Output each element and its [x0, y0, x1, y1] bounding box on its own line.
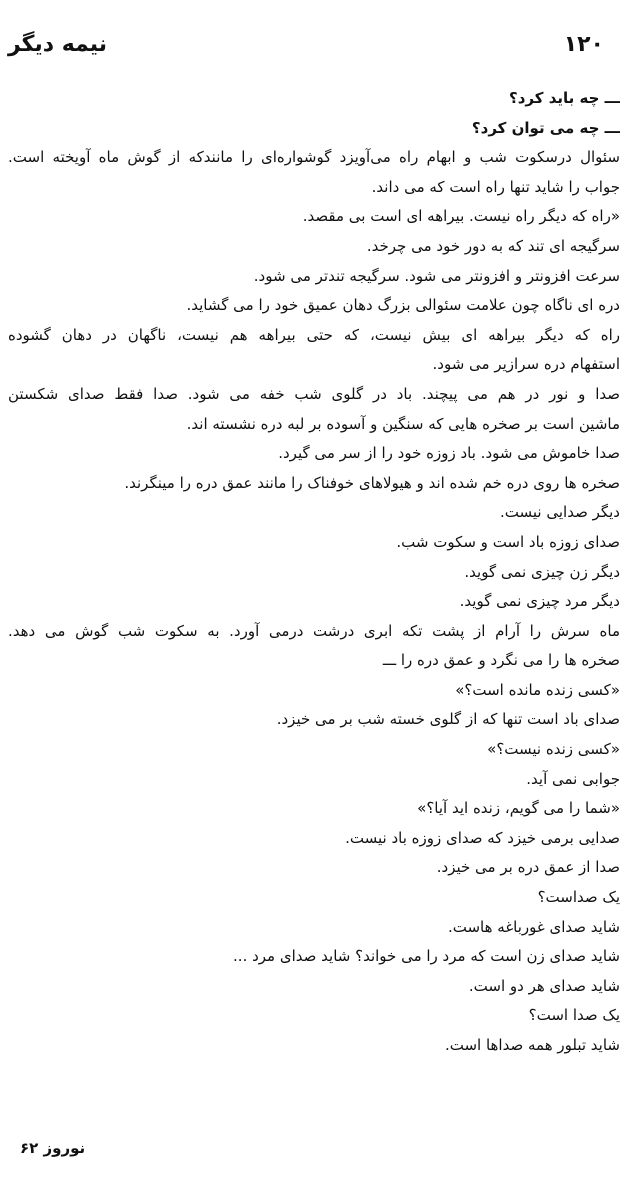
text-line: شاید تبلور همه صداها است. — [444, 1036, 620, 1054]
body-text — [8, 84, 620, 1061]
text-line: استفهام دره سرازیر می شود. — [432, 355, 620, 374]
text-line: دیگر مرد چیزی نمی گوید. — [459, 592, 620, 611]
text-line: صدا خاموش می شود. باد زوزه خود را از سر می گیرد. — [278, 444, 620, 463]
text-line: صدای زوزه باد است و سکوت شب. — [396, 532, 620, 551]
text-line: شاید صدای غورباغه هاست. — [447, 917, 620, 936]
text-line: صدای باد است تنها که از گلوی خسته شب بر می خیزد. — [276, 710, 620, 729]
text-line: صدا از عمق دره بر می خیزد. — [436, 858, 620, 877]
text-line: صخره ها را می نگرد و عمق دره را ـــ — [382, 651, 620, 670]
text-line: «کسی زنده مانده است؟» — [455, 680, 620, 699]
text-line: یک صداست؟ — [537, 888, 620, 907]
page-number: ۱۲۰ — [563, 32, 604, 57]
date-signoff: نوروز ۶۲ — [20, 1139, 86, 1157]
text-line: شاید صدای زن است که مرد را می خواند؟ شاید صدای مرد ... — [233, 947, 620, 966]
text-line: ـــ چه می توان کرد؟ — [471, 118, 620, 137]
text-line: صدا و نور در هم می پیچند. باد در گلوی شب خفه می شود. صدا فقط صدای شکستن — [8, 384, 620, 403]
text-line: ـــ چه باید کرد؟ — [509, 89, 620, 107]
text-line: یک صدا است؟ — [528, 1006, 620, 1025]
text-line: جواب را شاید تنها راه است که می داند. — [371, 177, 620, 196]
text-line: سرعت افزونتر و افزونتر می شود. سرگیجه تندتر می شود. — [253, 266, 620, 285]
text-line: صخره ها روی دره خم شده اند و هیولاهای خوفناک را مانند عمق دره را مینگرند. — [124, 473, 620, 492]
running-header-title: نیمه دیگر — [8, 32, 108, 57]
text-line: صدایی برمی خیزد که صدای زوزه باد نیست. — [345, 828, 620, 847]
text-line: راه که دیگر بیراهه ای بیش نیست، که حتی بیراهه هم نیست، ناگهان در دهان گشوده — [8, 325, 620, 344]
text-line: دره ای ناگاه چون علامت سئوالی بزرگ دهان عمیق خود را می گشاید. — [186, 296, 620, 315]
text-line: سرگیجه ای تند که به دور خود می چرخد. — [366, 236, 620, 255]
text-line: دیگر صدایی نیست. — [500, 503, 620, 522]
text-line: «شما را می گویم، زنده اید آیا؟» — [417, 799, 620, 818]
text-line: ماه سرش را آرام از پشت تکه ابری درشت درمی آورد. به سکوت شب گوش می دهد. — [8, 621, 620, 640]
text-line: «کسی زنده نیست؟» — [487, 740, 620, 759]
text-line: دیگر زن چیزی نمی گوید. — [464, 562, 620, 581]
text-line: شاید صدای هر دو است. — [468, 976, 620, 995]
text-line: سئوال درسکوت شب و ابهام راه می‌آویزد گوشواره‌ای را مانندکه از گوش ماه آویخته است. — [8, 148, 620, 167]
text-line: «راه که دیگر راه نیست. بیراهه ای است بی مقصد. — [302, 207, 620, 226]
text-line: ماشین است بر صخره هایی که سنگین و آسوده بر لبه دره نشسته اند. — [186, 414, 620, 433]
text-line: جوابی نمی آید. — [526, 769, 620, 788]
